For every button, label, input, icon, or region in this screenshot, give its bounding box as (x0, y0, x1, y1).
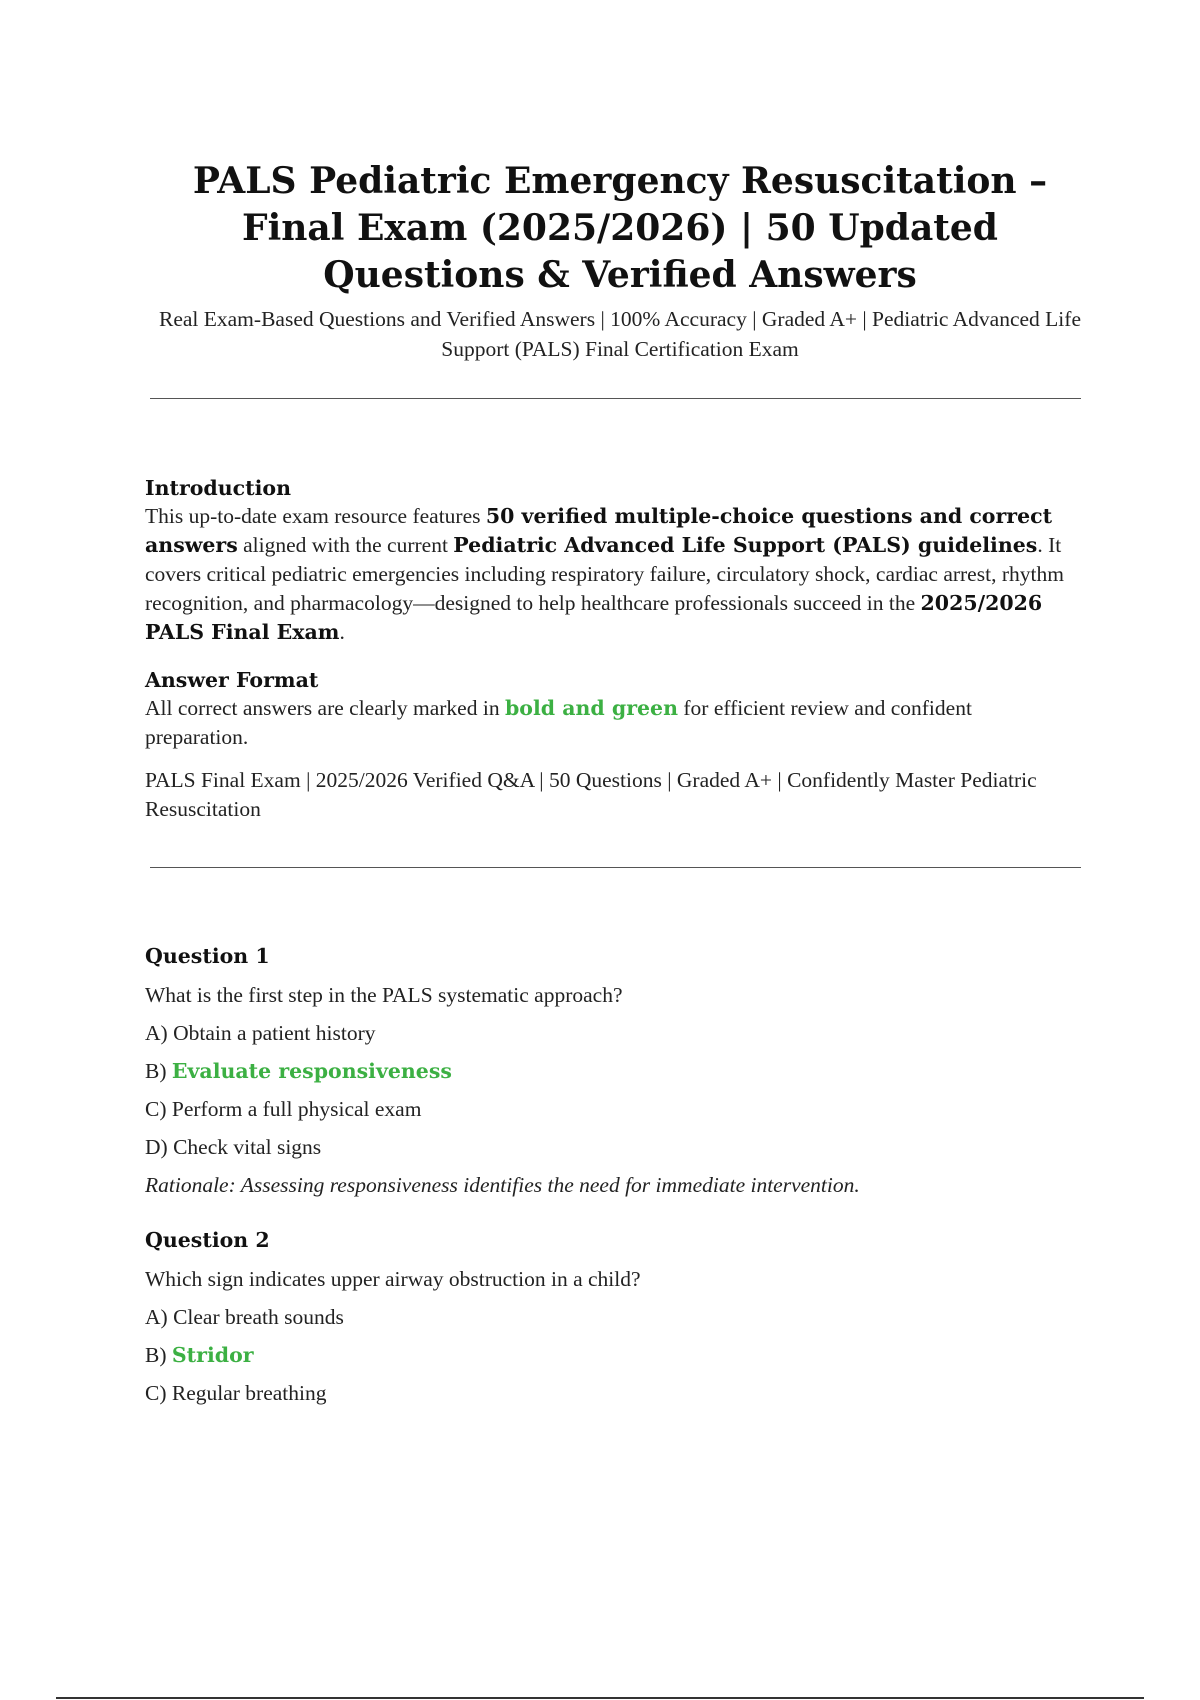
question-heading: Question 1 (145, 944, 270, 968)
document-title: PALS Pediatric Emergency Resuscitation – Final Exam (2025/2026) | 50 Updated Questions & Verified Answers (192, 160, 1048, 296)
document-subtitle: Real Exam-Based Questions and Verified Answers | 100% Accuracy | Graded A+ | Pediatric Advanced Life Support (PALS) Final Certification Exam (158, 307, 1081, 361)
correct-answer-text: Stridor (171, 1343, 254, 1367)
option-b-correct (145, 1052, 1080, 1090)
option-text: Regular breathing (171, 1381, 327, 1405)
intro-text-1: This up-to-date exam resource features (145, 504, 486, 528)
intro-bold-3: 2025/2026 PALS Final Exam (145, 591, 1043, 644)
option-text: Check vital signs (173, 1135, 322, 1159)
option-letter: C) (145, 1097, 167, 1121)
question-prompt: Which sign indicates upper airway obstruction in a child? (145, 1267, 641, 1291)
option-c (145, 1374, 1080, 1412)
option-letter: A) (145, 1305, 168, 1329)
question-prompt: What is the first step in the PALS systematic approach? (145, 983, 623, 1007)
option-letter: D) (145, 1135, 168, 1159)
intro-bold-2: Pediatric Advanced Life Support (PALS) guidelines (453, 533, 1038, 557)
answer-format-text-1: All correct answers are clearly marked in (145, 696, 505, 720)
option-d (145, 1128, 1080, 1166)
answer-format-heading: Answer Format (145, 668, 319, 692)
page-bottom-rule (56, 1697, 1144, 1699)
introduction-text (145, 502, 1080, 647)
answer-format-text-2: for efficient review and confident preparation. (145, 696, 972, 749)
option-c (145, 1090, 1080, 1128)
option-letter: B) (145, 1059, 167, 1083)
answer-format-summary: PALS Final Exam | 2025/2026 Verified Q&A | 50 Questions | Graded A+ | Confidently Master Pediatric Resuscitation (145, 768, 1037, 821)
section-divider (150, 867, 1081, 868)
question-heading: Question 2 (145, 1228, 270, 1252)
intro-text-3: . It covers critical pediatric emergencies including respiratory failure, circulatory shock, cardiac arrest, rhythm recognition, and pharmacology—designed to help healthcare professionals succeed in the (145, 533, 1064, 615)
intro-text-4: . (339, 620, 345, 644)
option-a (145, 1298, 1080, 1336)
answer-format-section (145, 666, 1080, 824)
intro-text-2: aligned with the current (237, 533, 454, 557)
question-1 (145, 942, 1080, 1204)
correct-answer-text: Evaluate responsiveness (171, 1059, 452, 1083)
option-text: Obtain a patient history (173, 1021, 376, 1045)
introduction-heading: Introduction (145, 476, 291, 500)
intro-bold-1: 50 verified multiple-choice questions and correct answers (145, 504, 1053, 557)
answer-format-highlight: bold and green (504, 696, 679, 720)
option-text: Clear breath sounds (173, 1305, 344, 1329)
introduction-section (145, 474, 1080, 647)
rationale: Rationale: Assessing responsiveness identifies the need for immediate intervention. (145, 1173, 860, 1197)
option-letter: A) (145, 1021, 168, 1045)
option-letter: C) (145, 1381, 167, 1405)
answer-format-text (145, 694, 1080, 752)
section-divider (150, 398, 1081, 399)
option-letter: B) (145, 1343, 167, 1367)
question-2 (145, 1226, 1080, 1412)
option-text: Perform a full physical exam (171, 1097, 422, 1121)
option-a (145, 1014, 1080, 1052)
option-b-correct (145, 1336, 1080, 1374)
